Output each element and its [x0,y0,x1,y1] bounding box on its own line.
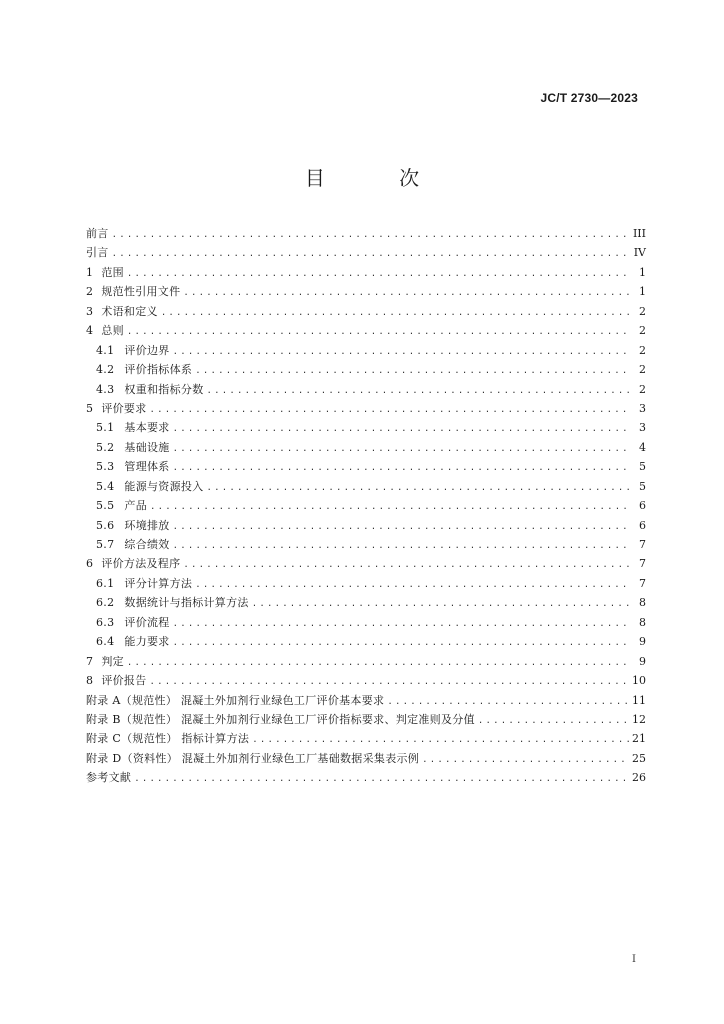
toc-entry[interactable] [86,224,646,243]
toc-dot-leader [112,245,629,264]
toc-dot-leader [207,479,629,498]
toc-entry[interactable] [86,418,646,437]
toc-entry-text: 能源与资源投入 [124,479,204,493]
toc-entry-number: 6.1 [96,576,115,590]
toc-entry-number: 5.3 [96,460,115,474]
toc-dot-leader [134,770,629,789]
toc-dot-leader [150,498,629,517]
toc-entry-number: 2 [86,285,94,299]
toc-dot-leader [173,459,629,478]
toc-entry-text: 基础设施 [124,440,170,454]
toc-entry-text: 评价报告 [101,674,147,688]
toc-entry[interactable] [86,282,646,301]
toc-entry-label [96,496,147,515]
toc-entry[interactable] [86,632,646,651]
toc-entry-number: 6 [86,557,94,571]
toc-entry-page: 2 [639,324,646,338]
toc-entry-page: 1 [639,265,646,279]
toc-entry[interactable] [86,535,646,554]
toc-entry-text: 引言 [86,246,109,260]
toc-entry-text: 综合绩效 [124,538,170,551]
toc-entry-number: 5.4 [96,479,115,493]
toc-entry-page: 5 [639,460,646,474]
toc-entry-number: 1 [86,265,94,279]
toc-entry-number: 6.4 [96,635,115,649]
toc-entry[interactable] [86,729,646,748]
toc-dot-leader [195,576,629,595]
toc-entry-page: 2 [639,382,646,396]
toc-entry-label [86,768,131,787]
toc-entry-page: III [632,227,646,240]
toc-dot-leader [161,304,629,323]
toc-entry[interactable] [86,710,646,729]
toc-entry-label [86,671,147,690]
toc-entry[interactable] [86,457,646,476]
page-number: I [632,954,636,965]
toc-entry-label [86,302,158,321]
toc-entry[interactable] [86,768,646,787]
toc-entry-text: 基本要求 [124,421,170,435]
toc-entry-text: 评价指标体系 [124,363,193,377]
toc-entry-page: 9 [639,654,646,668]
toc-entry[interactable] [86,516,646,535]
toc-entry-number: 5.6 [96,518,115,532]
toc-dot-leader [173,537,629,556]
toc-entry-text: 术语和定义 [101,304,158,318]
toc-entry-page: 26 [632,771,646,785]
toc-entry-label [96,535,170,554]
toc-entry-label [96,457,170,476]
toc-entry-label [86,282,180,301]
toc-entry-label [96,438,170,457]
toc-entry-page: 25 [632,751,646,765]
toc-entry-text: 判定 [101,654,124,668]
toc-entry-page: 21 [632,732,646,746]
toc-entry-page: 1 [639,285,646,299]
toc-entry-page: 6 [639,499,646,513]
toc-entry-label [96,593,249,612]
toc-entry-label [96,380,204,399]
toc-entry-label [96,613,170,632]
toc-dot-leader [150,401,629,420]
toc-entry-page: 7 [639,538,646,551]
toc-entry-number: 5.1 [96,421,115,435]
toc-entry-label [96,574,192,593]
toc-entry[interactable] [86,613,646,632]
toc-entry[interactable] [86,321,646,340]
toc-entry-label [86,554,180,573]
toc-entry[interactable] [86,691,646,710]
toc-entry-label [86,691,384,710]
toc-entry[interactable] [86,574,646,593]
toc-entry-number: 3 [86,304,94,318]
toc-entry-number: 4.3 [96,382,115,396]
toc-dot-leader [127,654,629,673]
toc-entry-text: 评价流程 [124,615,170,629]
toc-entry-text: 评价边界 [124,343,170,357]
toc-entry-text: 范围 [101,265,124,279]
toc-entry[interactable] [86,496,646,515]
toc-entry-label [86,710,475,729]
toc-entry-page: 5 [639,479,646,493]
toc-entry-label [86,729,249,748]
toc-entry-number: 8 [86,674,94,688]
toc-entry[interactable] [86,341,646,360]
toc-entry-page: 12 [632,712,646,726]
toc-entry-page: 11 [632,693,646,707]
toc-entry-page: 9 [639,635,646,649]
toc-entry-text: 规范性引用文件 [101,285,181,299]
toc-entry-page: 8 [639,596,646,610]
toc-entry-page: 3 [639,401,646,415]
toc-entry-label [86,399,147,418]
toc-entry-page: 3 [639,421,646,435]
toc-entry-label [96,360,192,379]
toc-entry-text: 前言 [86,227,109,240]
toc-entry[interactable] [86,477,646,496]
toc-entry-text: 参考文献 [86,771,132,785]
toc-entry-number: 5.7 [96,538,115,551]
toc-entry-label [86,263,124,282]
toc-dot-leader [127,265,629,284]
toc-entry-text: 附录 C（规范性） 指标计算方法 [86,732,250,746]
toc-entry[interactable] [86,399,646,418]
toc-entry[interactable] [86,263,646,282]
toc-entry[interactable] [86,438,646,457]
toc-entry-page: 7 [639,576,646,590]
standard-code: JC/T 2730—2023 [540,91,638,105]
toc-entry-label [86,224,109,243]
toc-entry-text: 数据统计与指标计算方法 [124,596,249,610]
toc-dot-leader [173,634,629,653]
toc-dot-leader [173,615,629,634]
toc-dot-leader [127,323,629,342]
toc-entry-number: 7 [86,654,94,668]
toc-entry-text: 评分计算方法 [124,576,193,590]
toc-entry-number: 4 [86,324,94,338]
toc-entry[interactable] [86,554,646,573]
toc-entry-page: 2 [639,363,646,377]
toc-entry-label [96,632,170,651]
toc-entry-page: 7 [639,557,646,571]
toc-entry-label [96,516,170,535]
toc-entry-label [86,652,124,671]
toc-entry-text: 管理体系 [124,460,170,474]
toc-entry[interactable] [86,671,646,690]
toc-entry-label [86,749,419,768]
toc-dot-leader [173,518,629,537]
toc-entry-label [96,477,204,496]
toc-dot-leader [183,284,629,303]
toc-entry-text: 权重和指标分数 [124,382,204,396]
toc-entry-page: 6 [639,518,646,532]
toc-entry-number: 6.3 [96,615,115,629]
toc-entry-page: 2 [639,304,646,318]
toc-entry[interactable] [86,360,646,379]
toc-dot-leader [112,226,629,245]
toc-entry-label [96,418,170,437]
toc-dot-leader [173,420,629,439]
toc-dot-leader [195,362,629,381]
toc-entry-text: 评价要求 [101,401,147,415]
toc-entry[interactable] [86,243,646,262]
toc-dot-leader [252,595,629,614]
toc-entry-text: 附录 B（规范性） 混凝土外加剂行业绿色工厂评价指标要求、判定准则及分值 [86,712,475,726]
toc-entry-number: 5 [86,401,94,415]
page-title: 目 次 [304,166,454,190]
toc-entry[interactable] [86,302,646,321]
toc-entry[interactable] [86,380,646,399]
toc-entry-label [96,341,170,360]
toc-entry-page: 4 [639,440,646,454]
toc-entry-text: 评价方法及程序 [101,557,181,571]
toc-entry-page: 10 [632,674,646,688]
toc-entry-label [86,321,124,340]
toc-dot-leader [478,712,629,731]
toc-entry-text: 环境排放 [124,518,170,532]
toc-entry[interactable] [86,593,646,612]
toc-entry-page: IV [633,246,646,260]
toc-entry-number: 4.1 [96,343,115,357]
toc-entry-text: 产品 [124,499,148,513]
toc-entry-number: 6.2 [96,596,115,610]
toc-dot-leader [183,556,629,575]
toc-entry-number: 5.5 [96,499,115,513]
toc-dot-leader [173,343,629,362]
toc-dot-leader [173,440,629,459]
toc-dot-leader [207,382,629,401]
toc-entry-number: 5.2 [96,440,115,454]
toc-entry-page: 2 [639,343,646,357]
toc-dot-leader [422,751,629,770]
toc-entry-page: 8 [639,615,646,629]
toc-entry-text: 附录 A（规范性） 混凝土外加剂行业绿色工厂评价基本要求 [86,693,385,707]
toc-entry-text: 能力要求 [124,635,170,649]
toc-entry[interactable] [86,652,646,671]
toc-entry-label [86,243,109,262]
toc-entry-text: 附录 D（资料性） 混凝土外加剂行业绿色工厂基础数据采集表示例 [86,751,420,765]
toc-entry-text: 总则 [101,324,124,338]
toc-entry-number: 4.2 [96,363,115,377]
toc-entry[interactable] [86,749,646,768]
table-of-contents [86,224,646,788]
